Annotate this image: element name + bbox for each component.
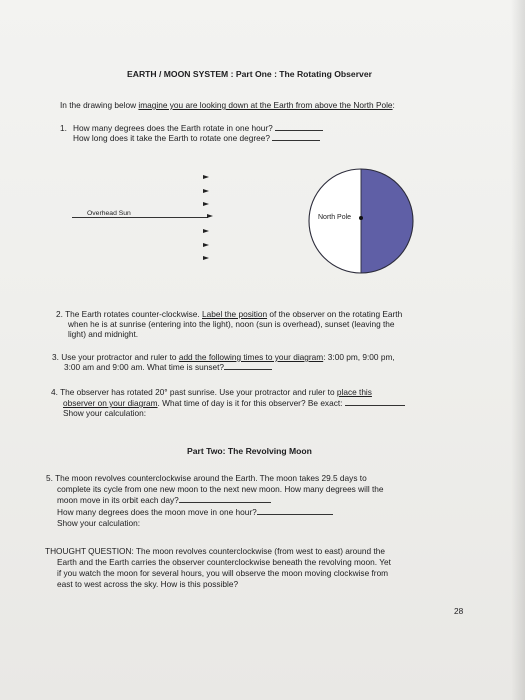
q4-line2 bbox=[63, 398, 405, 408]
q4-underlined-2: observer on your diagram bbox=[63, 398, 158, 408]
intro-suffix: : bbox=[392, 100, 395, 110]
q4-suffix: . What time of day is it for this observer? Be exact: bbox=[157, 398, 343, 408]
q5-question-2: How many degrees does the moon move in one hour? bbox=[57, 507, 257, 517]
part-two-title: Part Two: The Revolving Moon bbox=[187, 446, 312, 456]
q1-question-2: How long does it take the Earth to rotate one degree? bbox=[73, 133, 270, 143]
q2-line2: when he is at sunrise (entering into the light), noon (sun is overhead), sunset (leaving the bbox=[68, 319, 395, 329]
q1-line1 bbox=[73, 123, 323, 133]
intro-underlined: imagine you are looking down at the Earth from above the North Pole bbox=[138, 100, 393, 110]
q2-underlined: Label the position bbox=[202, 309, 268, 319]
q5-question-1: moon move in its orbit each day? bbox=[57, 495, 179, 505]
sun-ray-arrow bbox=[203, 256, 209, 260]
sun-ray-arrow bbox=[203, 175, 209, 179]
intro-text bbox=[60, 100, 395, 110]
page-number: 28 bbox=[454, 606, 464, 616]
thought-line2: Earth and the Earth carries the observer counterclockwise beneath the revolving moon. Yet bbox=[57, 557, 391, 567]
sun-label: Overhead Sun bbox=[87, 210, 131, 217]
sun-ray-arrow bbox=[207, 214, 213, 218]
thought-line4: east to west across the sky. How is this possible? bbox=[57, 579, 239, 589]
north-pole-label: North Pole bbox=[318, 214, 352, 221]
q5-line5: Show your calculation: bbox=[57, 518, 141, 528]
q3-prefix: 3. Use your protractor and ruler to bbox=[52, 352, 179, 362]
q3-answer-blank[interactable] bbox=[224, 362, 272, 370]
q5-line2: complete its cycle from one new moon to the next new moon. How many degrees will the bbox=[57, 484, 384, 494]
earth-night-side bbox=[361, 169, 413, 273]
thought-line1: THOUGHT QUESTION: The moon revolves counterclockwise (from west to east) around the bbox=[45, 546, 385, 556]
q5-line4 bbox=[57, 507, 333, 517]
q3-underlined: add the following times to your diagram bbox=[178, 352, 324, 362]
q3-line1 bbox=[52, 352, 395, 362]
q2-line3: light) and midnight. bbox=[68, 329, 139, 339]
page-title: EARTH / MOON SYSTEM : Part One : The Rotating Observer bbox=[127, 69, 372, 79]
page-edge-shadow bbox=[511, 0, 525, 700]
q2-line1 bbox=[56, 309, 402, 319]
q2-prefix: 2. The Earth rotates counter-clockwise. bbox=[56, 309, 203, 319]
q3-suffix: : 3:00 pm, 9:00 pm, bbox=[323, 352, 395, 362]
q1-answer-blank-1[interactable] bbox=[275, 123, 323, 131]
q5-line3 bbox=[57, 495, 271, 505]
q4-line1 bbox=[51, 387, 372, 397]
intro-prefix: In the drawing below bbox=[60, 100, 139, 110]
q5-line1: 5. The moon revolves counterclockwise around the Earth. The moon takes 29.5 days to bbox=[46, 473, 367, 483]
thought-line3: if you watch the moon for several hours, you will observe the moon moving clockwise from bbox=[57, 568, 389, 578]
q1-answer-blank-2[interactable] bbox=[272, 133, 320, 141]
q4-prefix: 4. The observer has rotated 20° past sunrise. Use your protractor and ruler to bbox=[51, 387, 337, 397]
q3-question: 3:00 am and 9:00 am. What time is sunset? bbox=[64, 362, 225, 372]
sun-ray-line bbox=[72, 217, 208, 218]
north-pole-dot bbox=[359, 216, 363, 220]
q1-number: 1. bbox=[60, 123, 67, 133]
q4-answer-blank[interactable] bbox=[345, 398, 405, 406]
sun-ray-arrow bbox=[203, 189, 209, 193]
q1-line2 bbox=[73, 133, 320, 143]
sun-ray-arrow bbox=[203, 202, 209, 206]
sun-ray-arrow bbox=[203, 243, 209, 247]
q2-suffix: of the observer on the rotating Earth bbox=[267, 309, 403, 319]
q1-question-1: How many degrees does the Earth rotate in one hour? bbox=[73, 123, 273, 133]
q5-answer-blank-2[interactable] bbox=[257, 507, 333, 515]
sun-ray-arrow bbox=[203, 229, 209, 233]
q5-answer-blank-1[interactable] bbox=[179, 495, 271, 503]
q4-line3: Show your calculation: bbox=[63, 408, 147, 418]
q4-underlined-1: place this bbox=[336, 387, 372, 397]
q3-line2 bbox=[64, 362, 272, 372]
